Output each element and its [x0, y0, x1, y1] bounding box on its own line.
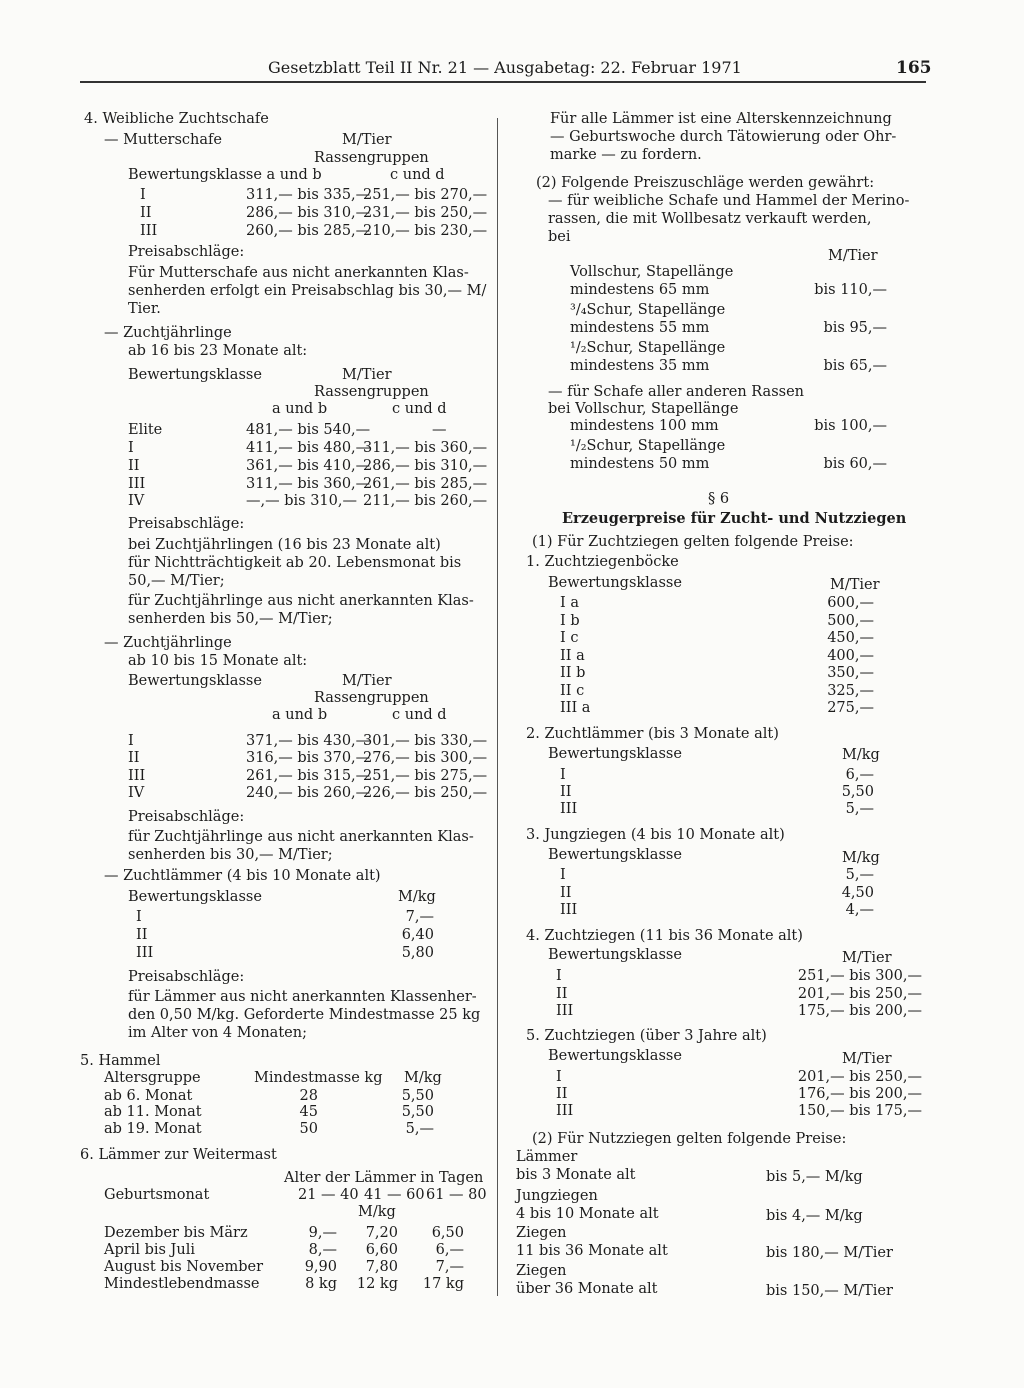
class-cell: I [556, 968, 562, 984]
price-cell: 226,— bis 250,— [363, 785, 488, 801]
price-cell: 286,— bis 310,— [363, 458, 488, 474]
value-cell: bis 95,— [823, 320, 887, 336]
value-cell: 7,20 [365, 1225, 398, 1241]
unit-label: M/Tier [342, 673, 392, 689]
price-cell: 481,— bis 540,— [246, 422, 371, 438]
value-cell: bis 5,— M/kg [766, 1169, 863, 1185]
value-cell: bis 180,— M/Tier [766, 1245, 893, 1261]
row-label: Jungziegen [516, 1188, 598, 1204]
value-cell: 6,— [435, 1242, 464, 1258]
subsection-sub: ab 16 bis 23 Monate alt: [128, 343, 308, 359]
value-cell: bis 150,— M/Tier [766, 1283, 893, 1299]
price-cell: 600,— [827, 595, 874, 611]
price-cell: 450,— [827, 630, 874, 646]
price-cell: 251,— bis 300,— [797, 968, 922, 984]
price-cell: 201,— bis 250,— [797, 1069, 922, 1085]
class-cell: II [136, 927, 148, 943]
class-cell: I c [560, 630, 579, 646]
column-header: Bewertungsklasse [548, 847, 682, 863]
note-line: für Zuchtjährlinge aus nicht anerkannten Klas- [128, 829, 474, 845]
row-label: Vollschur, Stapellänge [570, 264, 734, 280]
column-header: c und d [392, 707, 447, 723]
price-cell: 275,— [827, 700, 874, 716]
price-cell: 311,— bis 335,— [246, 187, 371, 203]
price-cell: 6,— [845, 767, 874, 783]
row-label: mindestens 55 mm [570, 320, 710, 336]
price-cell: 311,— bis 360,— [246, 476, 371, 492]
row-label: Dezember bis März [104, 1225, 248, 1241]
price-cell: 286,— bis 310,— [246, 205, 371, 221]
page-number: 165 [896, 58, 932, 78]
price-cell: 5,50 [841, 784, 874, 800]
range-header: 61 — 80 [426, 1187, 487, 1203]
class-cell: III [128, 768, 146, 784]
class-cell: I a [560, 595, 579, 611]
row-label: bis 3 Monate alt [516, 1167, 636, 1183]
section-title: 4. Weibliche Zuchtschafe [84, 111, 269, 127]
unit-label: M/Tier [842, 1051, 892, 1067]
column-header: Bewertungsklasse [548, 947, 682, 963]
price-cell: 371,— bis 430,— [246, 733, 371, 749]
value-cell: 17 kg [422, 1276, 464, 1292]
class-cell: III [556, 1003, 574, 1019]
row-label: Mindestlebendmasse [104, 1276, 260, 1292]
class-cell: III [556, 1103, 574, 1119]
price-cell: 211,— bis 260,— [363, 493, 488, 509]
price-cell: 500,— [827, 613, 874, 629]
price-cell: 240,— bis 260,— [246, 785, 371, 801]
row-label: ¹/₂Schur, Stapellänge [570, 438, 726, 454]
row-label: April bis Juli [104, 1242, 195, 1258]
note-heading: Preisabschläge: [128, 969, 245, 985]
price-cell: 201,— bis 250,— [797, 986, 922, 1002]
price-cell: 210,— bis 230,— [363, 223, 488, 239]
class-cell: IV [128, 785, 145, 801]
note-line: senherden erfolgt ein Preisabschlag bis 30,— M/ [128, 283, 487, 299]
note-heading: Preisabschläge: [128, 244, 245, 260]
row-label: mindestens 65 mm [570, 282, 710, 298]
note-line: für Nichtträchtigkeit ab 20. Lebensmonat bis [128, 555, 462, 571]
price-cell: 4,50 [841, 885, 874, 901]
list-line: rassen, die mit Wollbesatz verkauft werden, [548, 211, 872, 227]
price-cell: 301,— bis 330,— [363, 733, 488, 749]
column-header: M/kg [404, 1070, 442, 1086]
value-cell: 8,— [308, 1242, 337, 1258]
subsection-title: 5. Zuchtziegen (über 3 Jahre alt) [526, 1028, 767, 1044]
row-label: Ziegen [516, 1225, 567, 1241]
class-cell: II [128, 458, 140, 474]
value-cell: bis 60,— [823, 456, 887, 472]
price-cell: 5,— [845, 867, 874, 883]
group-label: Rassengruppen [314, 150, 429, 166]
intro-line: Für alle Lämmer ist eine Alterskennzeichnung [550, 111, 892, 127]
class-cell: II [128, 750, 140, 766]
column-header: Bewertungsklasse [548, 746, 682, 762]
column-header: Bewertungsklasse [128, 673, 262, 689]
header-rule [80, 81, 926, 83]
note-line: für Lämmer aus nicht anerkannten Klassenher- [128, 989, 477, 1005]
row-label: ab 11. Monat [104, 1104, 202, 1120]
row-label: ³/₄Schur, Stapellänge [570, 302, 726, 318]
subsection-title: — Mutterschafe [104, 132, 222, 148]
subsection-title: 3. Jungziegen (4 bis 10 Monate alt) [526, 827, 785, 843]
price-cell: 251,— bis 270,— [363, 187, 488, 203]
price-cell: 311,— bis 360,— [363, 440, 488, 456]
class-cell: II c [560, 683, 585, 699]
paragraph-lead: (2) Für Nutzziegen gelten folgende Preise: [532, 1131, 847, 1147]
section-heading: Erzeugerpreise für Zucht- und Nutzziegen [562, 510, 907, 527]
subsection-title: — Zuchtlämmer (4 bis 10 Monate alt) [104, 868, 381, 884]
row-label: Ziegen [516, 1263, 567, 1279]
column-header: Bewertungsklasse [548, 575, 682, 591]
note-heading: Preisabschläge: [128, 809, 245, 825]
class-cell: II [140, 205, 152, 221]
price-cell: 150,— bis 175,— [797, 1103, 922, 1119]
row-label: August bis November [104, 1259, 264, 1275]
unit-label: M/kg [398, 889, 436, 905]
price-cell: 261,— bis 285,— [363, 476, 488, 492]
row-label: 4 bis 10 Monate alt [516, 1206, 659, 1222]
class-cell: III [560, 902, 578, 918]
intro-line: — Geburtswoche durch Tätowierung oder Ohr- [550, 129, 897, 145]
value-cell: 12 kg [356, 1276, 398, 1292]
unit-label: M/kg [842, 747, 880, 763]
row-label: ab 6. Monat [104, 1088, 193, 1104]
column-header: a und b [272, 707, 328, 723]
price-cell: 6,40 [401, 927, 434, 943]
paragraph-lead: (2) Folgende Preiszuschläge werden gewährt: [536, 175, 875, 191]
column-header: Mindestmasse kg [254, 1070, 383, 1086]
value-cell: 9,— [308, 1225, 337, 1241]
row-label: über 36 Monate alt [516, 1281, 658, 1297]
value-cell: 9,90 [304, 1259, 337, 1275]
value-cell: bis 65,— [823, 358, 887, 374]
unit-label: M/Tier [342, 132, 392, 148]
class-cell: III a [560, 700, 591, 716]
price-cell: — [432, 422, 447, 438]
unit-label: M/Tier [828, 248, 878, 264]
class-cell: I [560, 767, 566, 783]
price-cell: 7,— [405, 909, 434, 925]
price-cell: 5,80 [401, 945, 434, 961]
note-line: senherden bis 50,— M/Tier; [128, 611, 333, 627]
class-cell: II b [560, 665, 586, 681]
value-cell: bis 110,— [814, 282, 887, 298]
subsection-title: 2. Zuchtlämmer (bis 3 Monate alt) [526, 726, 779, 742]
class-cell: I [128, 733, 134, 749]
column-header: Altersgruppe [104, 1070, 201, 1086]
column-header: Bewertungsklasse [128, 367, 262, 383]
section-number: § 6 [708, 491, 730, 507]
class-cell: II a [560, 648, 585, 664]
value-cell: 50 [299, 1121, 318, 1137]
value-cell: bis 100,— [814, 418, 887, 434]
column-divider [497, 118, 498, 1296]
value-cell: bis 4,— M/kg [766, 1208, 863, 1224]
price-cell: 176,— bis 200,— [797, 1086, 922, 1102]
column-header: Bewertungsklasse a und b [128, 167, 322, 183]
subsection-title: — Zuchtjährlinge [104, 325, 232, 341]
class-cell: IV [128, 493, 145, 509]
price-cell: 316,— bis 370,— [246, 750, 371, 766]
price-cell: 5,— [845, 801, 874, 817]
unit-label: M/Tier [842, 950, 892, 966]
column-header: Geburtsmonat [104, 1187, 210, 1203]
column-header: a und b [272, 401, 328, 417]
note-heading: Preisabschläge: [128, 516, 245, 532]
section-title: 6. Lämmer zur Weitermast [80, 1147, 277, 1163]
unit-label: M/kg [842, 850, 880, 866]
subsection-title: 4. Zuchtziegen (11 bis 36 Monate alt) [526, 928, 803, 944]
range-header: 21 — 40 [298, 1187, 359, 1203]
class-cell: III [560, 801, 578, 817]
class-cell: II [556, 1086, 568, 1102]
list-line: bei Vollschur, Stapellänge [548, 401, 739, 417]
section-title: 5. Hammel [80, 1053, 161, 1069]
column-header: Bewertungsklasse [548, 1048, 682, 1064]
price-cell: 4,— [845, 902, 874, 918]
column-header: Bewertungsklasse [128, 889, 262, 905]
column-header: Alter der Lämmer in Tagen [284, 1170, 484, 1186]
note-line: Tier. [128, 301, 161, 317]
list-line: — für Schafe aller anderen Rassen [548, 384, 804, 400]
column-header: c und d [392, 401, 447, 417]
class-cell: I [140, 187, 146, 203]
value-cell: 28 [299, 1088, 318, 1104]
price-cell: 260,— bis 285,— [246, 223, 371, 239]
value-cell: 7,— [435, 1259, 464, 1275]
price-cell: —,— bis 310,— [246, 493, 357, 509]
value-cell: 5,50 [401, 1088, 434, 1104]
subsection-title: 1. Zuchtziegenböcke [526, 554, 679, 570]
price-cell: 411,— bis 480,— [246, 440, 371, 456]
list-line: — für weibliche Schafe und Hammel der Merino- [548, 193, 910, 209]
row-label: mindestens 35 mm [570, 358, 710, 374]
row-label: mindestens 50 mm [570, 456, 710, 472]
price-cell: 251,— bis 275,— [363, 768, 488, 784]
price-cell: 350,— [827, 665, 874, 681]
group-label: Rassengruppen [314, 690, 429, 706]
value-cell: 45 [299, 1104, 318, 1120]
intro-line: marke — zu fordern. [550, 147, 702, 163]
note-line: 50,— M/Tier; [128, 573, 225, 589]
class-cell: I [556, 1069, 562, 1085]
value-cell: 7,80 [365, 1259, 398, 1275]
price-cell: 361,— bis 410,— [246, 458, 371, 474]
class-cell: I [560, 867, 566, 883]
class-cell: II [560, 784, 572, 800]
price-cell: 325,— [827, 683, 874, 699]
price-cell: 231,— bis 250,— [363, 205, 488, 221]
note-line: den 0,50 M/kg. Geforderte Mindestmasse 25 kg [128, 1007, 481, 1023]
class-cell: II [556, 986, 568, 1002]
page-header: Gesetzblatt Teil II Nr. 21 — Ausgabetag: 22. Februar 1971 [268, 58, 742, 77]
note-line: senherden bis 30,— M/Tier; [128, 847, 333, 863]
price-cell: 175,— bis 200,— [797, 1003, 922, 1019]
price-cell: 400,— [827, 648, 874, 664]
subsection-sub: ab 10 bis 15 Monate alt: [128, 653, 308, 669]
unit-label: M/kg [358, 1204, 396, 1220]
note-line: im Alter von 4 Monaten; [128, 1025, 307, 1041]
paragraph-lead: (1) Für Zuchtziegen gelten folgende Preise: [532, 534, 854, 550]
row-label: ab 19. Monat [104, 1121, 202, 1137]
class-cell: III [136, 945, 154, 961]
note-line: Für Mutterschafe aus nicht anerkannten Klas- [128, 265, 469, 281]
value-cell: 6,60 [365, 1242, 398, 1258]
unit-label: M/Tier [342, 367, 392, 383]
row-label: mindestens 100 mm [570, 418, 719, 434]
note-line: für Zuchtjährlinge aus nicht anerkannten Klas- [128, 593, 474, 609]
row-label: 11 bis 36 Monate alt [516, 1243, 668, 1259]
column-header: c und d [390, 167, 445, 183]
value-cell: 5,— [405, 1121, 434, 1137]
value-cell: 5,50 [401, 1104, 434, 1120]
value-cell: 6,50 [431, 1225, 464, 1241]
class-cell: I b [560, 613, 580, 629]
class-cell: Elite [128, 422, 163, 438]
row-label: Lämmer [516, 1149, 578, 1165]
class-cell: III [140, 223, 158, 239]
range-header: 41 — 60 [364, 1187, 425, 1203]
class-cell: I [136, 909, 142, 925]
list-line: bei [548, 229, 571, 245]
group-label: Rassengruppen [314, 384, 429, 400]
row-label: ¹/₂Schur, Stapellänge [570, 340, 726, 356]
price-cell: 276,— bis 300,— [363, 750, 488, 766]
note-line: bei Zuchtjährlingen (16 bis 23 Monate alt) [128, 537, 441, 553]
class-cell: II [560, 885, 572, 901]
subsection-title: — Zuchtjährlinge [104, 635, 232, 651]
class-cell: I [128, 440, 134, 456]
price-cell: 261,— bis 315,— [246, 768, 371, 784]
unit-label: M/Tier [830, 577, 880, 593]
class-cell: III [128, 476, 146, 492]
value-cell: 8 kg [305, 1276, 337, 1292]
